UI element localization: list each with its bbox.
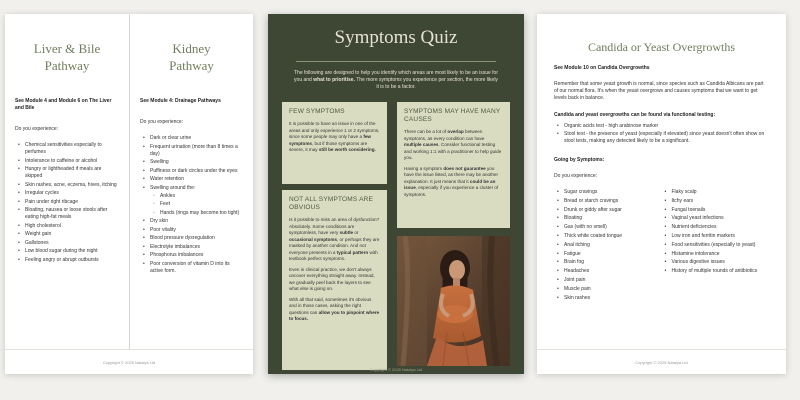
list-item: • Sugar cravings <box>564 189 662 196</box>
list-item: • Various digestive issues <box>672 259 770 266</box>
symptoms-heading: Going by Symptoms: <box>554 157 605 163</box>
list-item: ◦ Ankles <box>160 193 243 200</box>
page-footer: Copyright © 2025 Natalya Ltd <box>537 349 786 374</box>
text-run: It is possible to have an issue in one of the areas and only experience 1 or 2 symptoms, since some people may only have a <box>289 121 380 139</box>
list-item: • Fungal toenails <box>672 207 770 214</box>
testing-heading: Candida and yeast overgrowths can be found via functional testing: <box>554 112 716 118</box>
list-item: • Electrolyte imbalances <box>150 244 243 251</box>
page-footer: Copyright © 2025 Natalya Ltd <box>369 367 423 372</box>
text-run: There can be a lot of <box>404 129 448 134</box>
list-item: • Muscle pain <box>564 286 662 293</box>
box-text <box>404 166 503 199</box>
list-item: • Phosphorus imbalances <box>150 252 243 259</box>
liver-prompt: Do you experience: <box>15 126 59 132</box>
box-heading: SYMPTOMS MAY HAVE MANY CAUSES <box>404 108 501 123</box>
symptom-list-right <box>662 189 770 303</box>
symptoms-quiz-page <box>268 14 524 374</box>
candida-page <box>537 14 786 374</box>
liver-kidney-page <box>5 14 253 374</box>
many-causes-box <box>397 102 510 228</box>
box-heading: NOT ALL SYMPTOMS ARE OBVIOUS <box>289 196 374 211</box>
list-item: • Thick white coated tongue <box>564 233 662 240</box>
list-item: ◦ Feet <box>160 201 243 208</box>
list-item: • Dark or clear urine <box>150 135 243 142</box>
liver-symptom-list <box>15 142 119 264</box>
kidney-symptom-list <box>140 135 243 275</box>
kidney-prompt: Do you experience: <box>140 119 184 125</box>
candida-symptom-columns <box>554 189 769 303</box>
list-item: • High cholesterol <box>25 223 119 230</box>
page-footer: Copyright © 2025 Natalya Ltd <box>5 349 253 374</box>
list-item <box>150 185 243 217</box>
intro-part: The following are designed to help you identify which areas are most likely to be an issue for you and <box>294 70 499 83</box>
box-heading: FEW SYMPTOMS <box>289 108 345 115</box>
text-run: Having a symptom <box>404 165 444 171</box>
text-bold: typical pattern <box>336 249 369 255</box>
list-item: • Hungry or lightheaded if meals are skipped <box>25 166 119 180</box>
text-bold: still be worth considering. <box>318 147 376 152</box>
list-item: • Poor conversion of vitamin D into its active form. <box>150 261 243 275</box>
list-item: • Fatigue <box>564 251 662 258</box>
list-item-label: Swelling around the: <box>150 184 196 191</box>
text-bold: overlap <box>447 129 464 134</box>
list-item: • Stool test - the presence of yeast (especially if elevated) since yeast doesn't often show on stool tests, making any detected likely to be a significant. <box>564 131 769 145</box>
list-item: • Bloating, nausea or loose stools after eating high-fat meals <box>25 207 119 221</box>
intro-bold: what to prioritise. <box>313 77 355 83</box>
text-run: , especially if you experience a cluster of symptoms. <box>404 185 499 197</box>
list-item: • Drunk or giddy after sugar <box>564 207 662 214</box>
text-bold: could be an issue <box>404 178 496 190</box>
text-run: or <box>353 230 359 235</box>
list-item: • Pain under right ribcage <box>25 199 119 206</box>
list-item: • Bloating <box>564 215 662 222</box>
candida-body <box>537 65 786 303</box>
list-item: • Irregular cycles <box>25 190 119 197</box>
list-item: • Vaginal yeast infections <box>672 215 770 222</box>
candida-module-ref: See Module 10 on Candida Overgrowths <box>554 65 650 71</box>
text-run: With all that said, sometimes it's obvious and in those cases, asking the right questions can <box>289 296 372 315</box>
symptom-list-left <box>554 189 662 303</box>
text-run: between symptoms, as every condition can have <box>404 129 485 141</box>
not-obvious-box <box>282 190 387 370</box>
list-item: • Skin rashes <box>564 295 662 302</box>
list-item: • Chemical sensitivities especially to perfumes <box>25 142 119 156</box>
photo-illustration <box>397 236 510 366</box>
list-item: • Weight gain <box>25 231 119 238</box>
few-symptoms-box <box>282 102 387 184</box>
text-bold: multiple causes <box>404 142 439 147</box>
intro-text <box>268 70 524 91</box>
list-item: • Bread or starch cravings <box>564 198 662 205</box>
text-bold: occasional symptoms <box>289 236 337 242</box>
list-item: • Flaky scalp <box>672 189 770 196</box>
kidney-title: Kidney Pathway <box>169 41 214 73</box>
candida-prompt: Do you experience: <box>554 173 598 179</box>
box-text <box>289 121 380 154</box>
text-run: . Consider functional testing and working 1:1 with a practitioner to help guide you. <box>404 142 502 160</box>
list-item: • Skin rashes, acne, eczema, hives, itching <box>25 182 119 189</box>
list-item: • Anal itching <box>564 242 662 249</box>
list-item: • Headaches <box>564 268 662 275</box>
list-item: • Organic acids test - high arabinose marker <box>564 123 769 130</box>
title-divider <box>296 61 496 62</box>
list-item: • Nutrient deficiencies <box>672 224 770 231</box>
box-text <box>289 297 380 323</box>
page-title: Candida or Yeast Overgrowths <box>587 40 736 54</box>
list-item: • Gallstones <box>25 240 119 247</box>
list-item: • Water retention <box>150 176 243 183</box>
list-item: • Dry skin <box>150 218 243 225</box>
box-text <box>289 217 380 263</box>
list-item: • Low blood sugar during the night <box>25 248 119 255</box>
list-item: • Swelling <box>150 159 243 166</box>
list-item: • Frequent urination (more than 8 times a day) <box>150 144 243 158</box>
list-item: • Puffiness or dark circles under the eyes <box>150 168 243 175</box>
intro-part: The more symptoms you experience per section, the more likely it is to be a factor. <box>354 77 498 90</box>
kidney-column <box>130 14 253 349</box>
list-item: • Brain fog <box>564 259 662 266</box>
list-item: ◦ Hands (rings may become too tight) <box>160 210 243 217</box>
testing-list <box>554 123 769 145</box>
text-run: , or perhaps they are masked by another condition. And not everyone presents in a <box>289 236 380 255</box>
box-text <box>404 129 503 162</box>
liver-title: Liver & Bile Pathway <box>33 41 101 73</box>
text-bold: few symptoms <box>289 134 371 146</box>
text-bold: allow you to pinpoint where to focus. <box>289 309 380 321</box>
text-run: with textbook perfect symptoms. <box>289 249 378 261</box>
candida-intro: Remember that some yeast growth is normal, since species such as Candida Albicans are part of our normal flora. It's when the yeast overgrows and causes symptoms that we want to get levels back in balance. <box>554 81 764 101</box>
text-run: you have the issue listed, as there may be another explanation. It just means that it <box>404 165 498 184</box>
kidney-module-ref: See Module 4: Drainage Pathways <box>140 98 221 104</box>
page-title: Symptoms Quiz <box>334 27 458 48</box>
text-run: , but if those symptoms are severe, it may <box>289 140 368 152</box>
text-bold: does not guarantee <box>443 165 486 171</box>
text-run: Is it possible to miss an area of dysfunction? Absolutely. Some conditions are symptomless, have very <box>289 217 380 235</box>
list-item: • Intolerance to caffeine or alcohol <box>25 158 119 165</box>
liver-module-ref: See Module 4 and Module 6 on The Liver and Bile <box>15 98 112 111</box>
list-item: • History of multiple rounds of antibiotics <box>672 268 770 275</box>
list-item: • Joint pain <box>564 277 662 284</box>
liver-column <box>5 14 130 349</box>
list-item: • Low iron and ferritin markers <box>672 233 770 240</box>
box-text: Even in clinical practice, we don't always uncover everything straight away. Instead, we gradually peel back the layers to see what else is going on. <box>289 266 375 291</box>
woman-photo <box>397 236 510 366</box>
list-item: • Poor vitality <box>150 227 243 234</box>
list-item: • Feeling angry or abrupt outbursts <box>25 257 119 264</box>
list-item: • Gas (with no smell) <box>564 224 662 231</box>
list-item: • Histamine intolerance <box>672 251 770 258</box>
swelling-sublist <box>150 193 243 217</box>
list-item: • Food sensitivities (especially to yeast) <box>672 242 770 249</box>
list-item: • Itchy ears <box>672 198 770 205</box>
text-bold: subtle <box>339 230 354 235</box>
list-item: • Blood pressure dysregulation <box>150 235 243 242</box>
